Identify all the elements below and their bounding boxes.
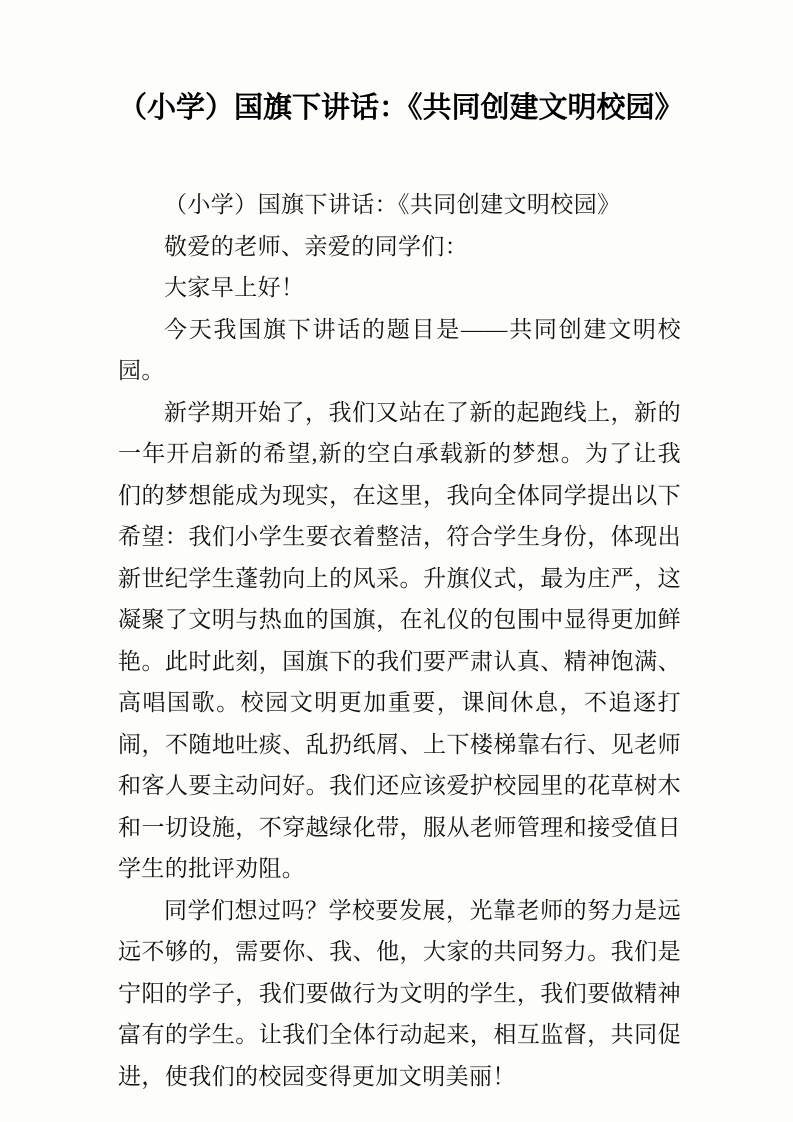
paragraph-greeting: 大家早上好！ bbox=[164, 275, 305, 300]
paragraph-call-to-action: 同学们想过吗？学校要发展，光靠老师的努力是远远不够的，需要你、我、他，大家的共同努力。我们是宁阳的学子，我们要做行为文明的学生，我们要做精神富有的学生。让我们全体行动起来，相互监督，共同促进，使我们的校园变得更加文明美丽！ bbox=[118, 897, 681, 1089]
paragraph-topic: 今天我国旗下讲话的题目是——共同创建文明校园。 bbox=[118, 316, 681, 383]
paragraph-salutation: 敬爱的老师、亲爱的同学们： bbox=[164, 233, 469, 259]
paragraph-title-line: （小学）国旗下讲话：《共同创建文明校园》 bbox=[164, 192, 621, 217]
document-title: （小学）国旗下讲话：《共同创建文明校园》 bbox=[118, 92, 684, 124]
document-body bbox=[118, 184, 681, 1097]
paragraph-hopes: 新学期开始了，我们又站在了新的起跑线上，新的一年开启新的希望,新的空白承载新的梦想。为了让我们的梦想能成为现实，在这里，我向全体同学提出以下希望：我们小学生要衣着整洁，符合学生身份，体现出新世纪学生蓬勃向上的风采。升旗仪式，最为庄严，这凝聚了文明与热血的国旗，在礼仪的包围中显得更加鲜艳。此时此刻，国旗下的我们要严肃认真、精神饱满、高唱国歌。校园文明更加重要，课间休息，不追逐打闹，不随地吐痰、乱扔纸屑、上下楼梯靠右行、见老师和客人要主动问好。我们还应该爱护校园里的花草树木和一切设施，不穿越绿化带，服从老师管理和接受值日学生的批评劝阻。 bbox=[118, 399, 681, 881]
